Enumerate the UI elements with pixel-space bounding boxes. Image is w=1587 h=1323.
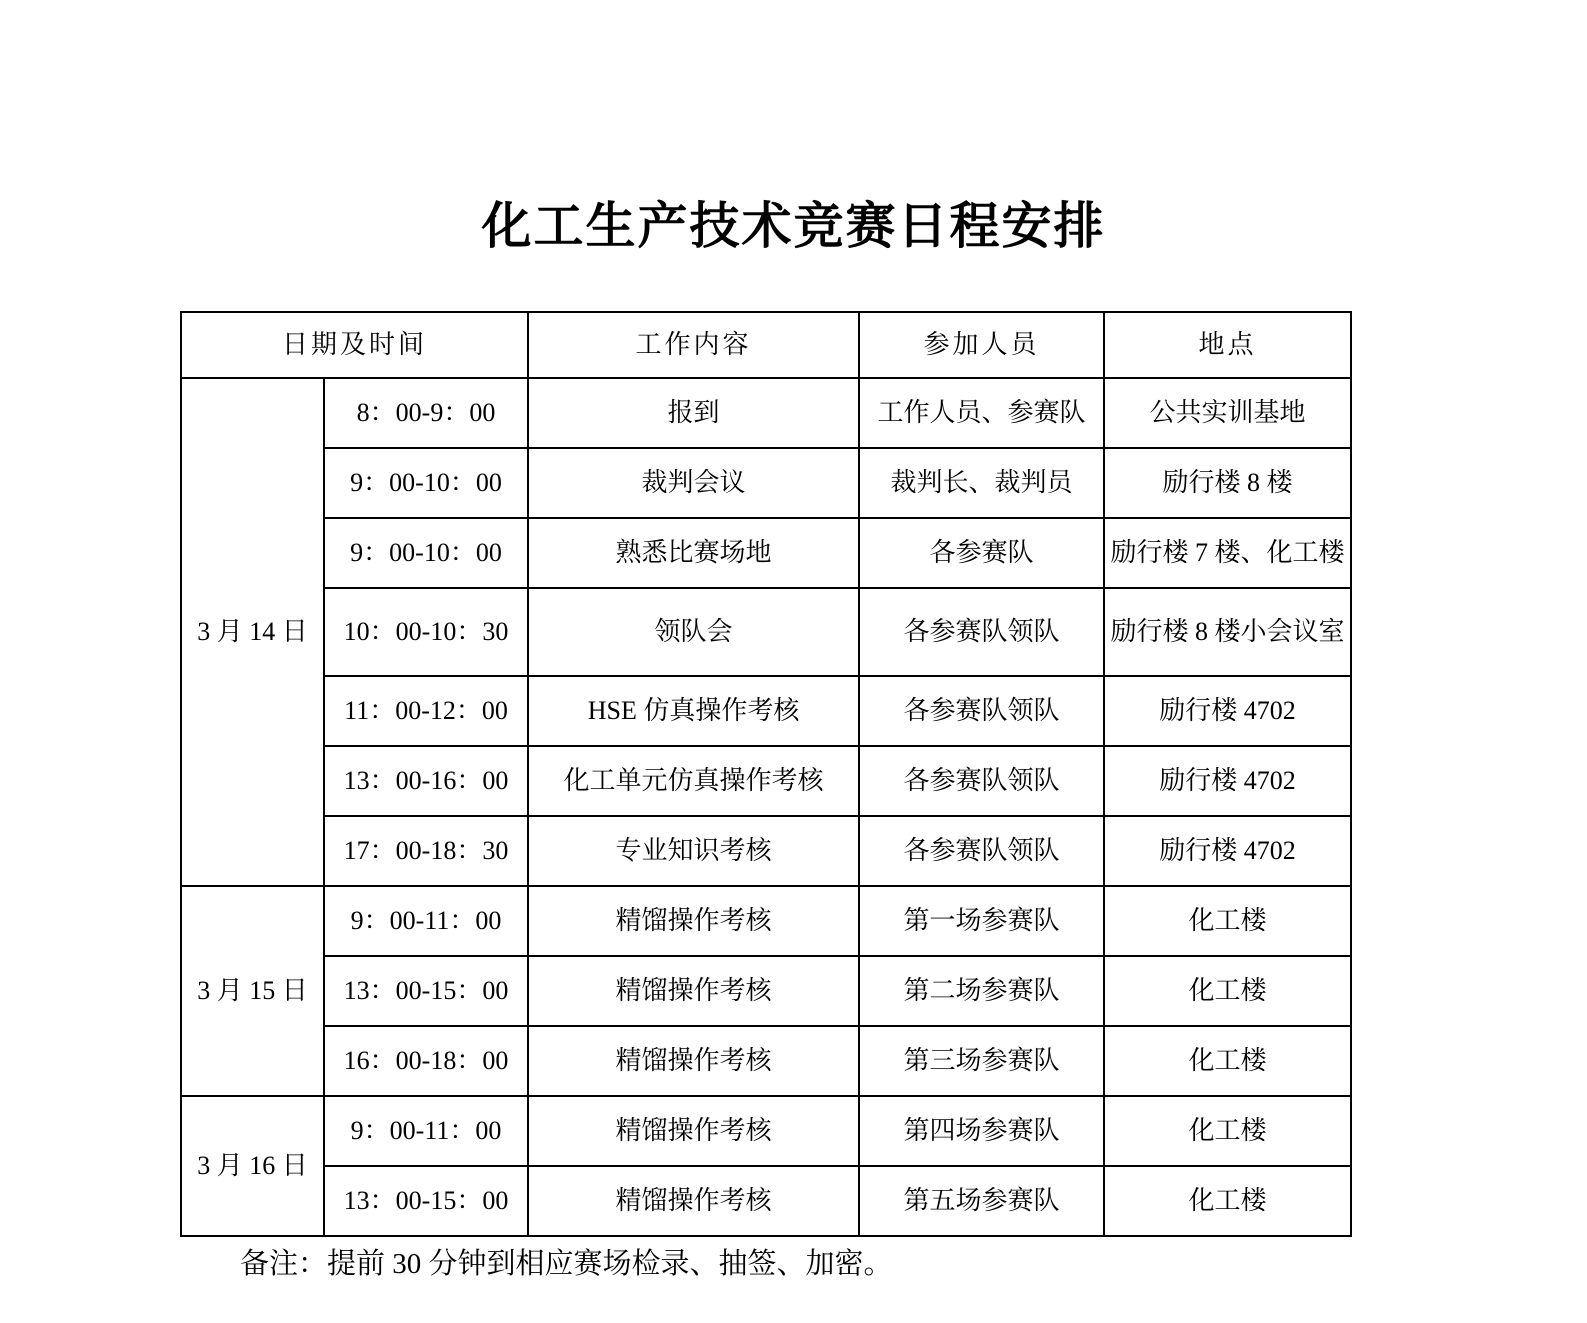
content-cell: 专业知识考核 [528, 816, 859, 886]
schedule-row [181, 816, 1351, 886]
participants-cell: 第一场参赛队 [859, 886, 1104, 956]
location-cell: 化工楼 [1104, 886, 1351, 956]
footnote: 备注：提前 30 分钟到相应赛场检录、抽签、加密。 [240, 1248, 893, 1280]
content-cell: 裁判会议 [528, 448, 859, 518]
schedule-row [181, 1096, 1351, 1166]
time-cell: 13：00-16：00 [324, 746, 528, 816]
content-cell: 领队会 [528, 588, 859, 676]
schedule-row [181, 518, 1351, 588]
content-cell: 化工单元仿真操作考核 [528, 746, 859, 816]
schedule-row [181, 886, 1351, 956]
participants-cell: 各参赛队领队 [859, 746, 1104, 816]
time-cell: 9：00-10：00 [324, 518, 528, 588]
header-content: 工作内容 [528, 312, 859, 378]
schedule-row [181, 676, 1351, 746]
content-cell: 精馏操作考核 [528, 1166, 859, 1236]
participants-cell: 裁判长、裁判员 [859, 448, 1104, 518]
date-cell: 3 月 15 日 [181, 886, 324, 1096]
time-cell: 16：00-18：00 [324, 1026, 528, 1096]
schedule-row [181, 448, 1351, 518]
location-cell: 励行楼 7 楼、化工楼 [1104, 518, 1351, 588]
content-cell: 精馏操作考核 [528, 956, 859, 1026]
location-cell: 公共实训基地 [1104, 378, 1351, 448]
location-cell: 化工楼 [1104, 1026, 1351, 1096]
header-datetime: 日期及时间 [181, 312, 528, 378]
time-cell: 8：00-9：00 [324, 378, 528, 448]
time-cell: 17：00-18：30 [324, 816, 528, 886]
time-cell: 13：00-15：00 [324, 956, 528, 1026]
schedule-row [181, 956, 1351, 1026]
participants-cell: 各参赛队领队 [859, 588, 1104, 676]
time-cell: 9：00-10：00 [324, 448, 528, 518]
time-cell: 10：00-10：30 [324, 588, 528, 676]
content-cell: 熟悉比赛场地 [528, 518, 859, 588]
schedule-table [180, 311, 1352, 1237]
content-cell: 精馏操作考核 [528, 886, 859, 956]
content-cell: HSE 仿真操作考核 [528, 676, 859, 746]
participants-cell: 第二场参赛队 [859, 956, 1104, 1026]
participants-cell: 各参赛队领队 [859, 816, 1104, 886]
participants-cell: 第四场参赛队 [859, 1096, 1104, 1166]
participants-cell: 第五场参赛队 [859, 1166, 1104, 1236]
schedule-row [181, 588, 1351, 676]
location-cell: 励行楼 4702 [1104, 816, 1351, 886]
schedule-row [181, 1026, 1351, 1096]
header-location: 地点 [1104, 312, 1351, 378]
participants-cell: 第三场参赛队 [859, 1026, 1104, 1096]
location-cell: 化工楼 [1104, 1166, 1351, 1236]
date-cell: 3 月 14 日 [181, 378, 324, 886]
location-cell: 励行楼 8 楼 [1104, 448, 1351, 518]
page-title: 化工生产技术竞赛日程安排 [481, 198, 1106, 254]
participants-cell: 各参赛队 [859, 518, 1104, 588]
schedule-row [181, 746, 1351, 816]
participants-cell: 工作人员、参赛队 [859, 378, 1104, 448]
schedule-row [181, 1166, 1351, 1236]
participants-cell: 各参赛队领队 [859, 676, 1104, 746]
location-cell: 励行楼 4702 [1104, 746, 1351, 816]
header-participants: 参加人员 [859, 312, 1104, 378]
location-cell: 励行楼 8 楼小会议室 [1104, 588, 1351, 676]
content-cell: 精馏操作考核 [528, 1026, 859, 1096]
location-cell: 化工楼 [1104, 1096, 1351, 1166]
header-row [181, 312, 1351, 378]
location-cell: 化工楼 [1104, 956, 1351, 1026]
location-cell: 励行楼 4702 [1104, 676, 1351, 746]
time-cell: 9：00-11：00 [324, 886, 528, 956]
schedule-row [181, 378, 1351, 448]
time-cell: 9：00-11：00 [324, 1096, 528, 1166]
date-cell: 3 月 16 日 [181, 1096, 324, 1236]
content-cell: 精馏操作考核 [528, 1096, 859, 1166]
time-cell: 11：00-12：00 [324, 676, 528, 746]
content-cell: 报到 [528, 378, 859, 448]
time-cell: 13：00-15：00 [324, 1166, 528, 1236]
